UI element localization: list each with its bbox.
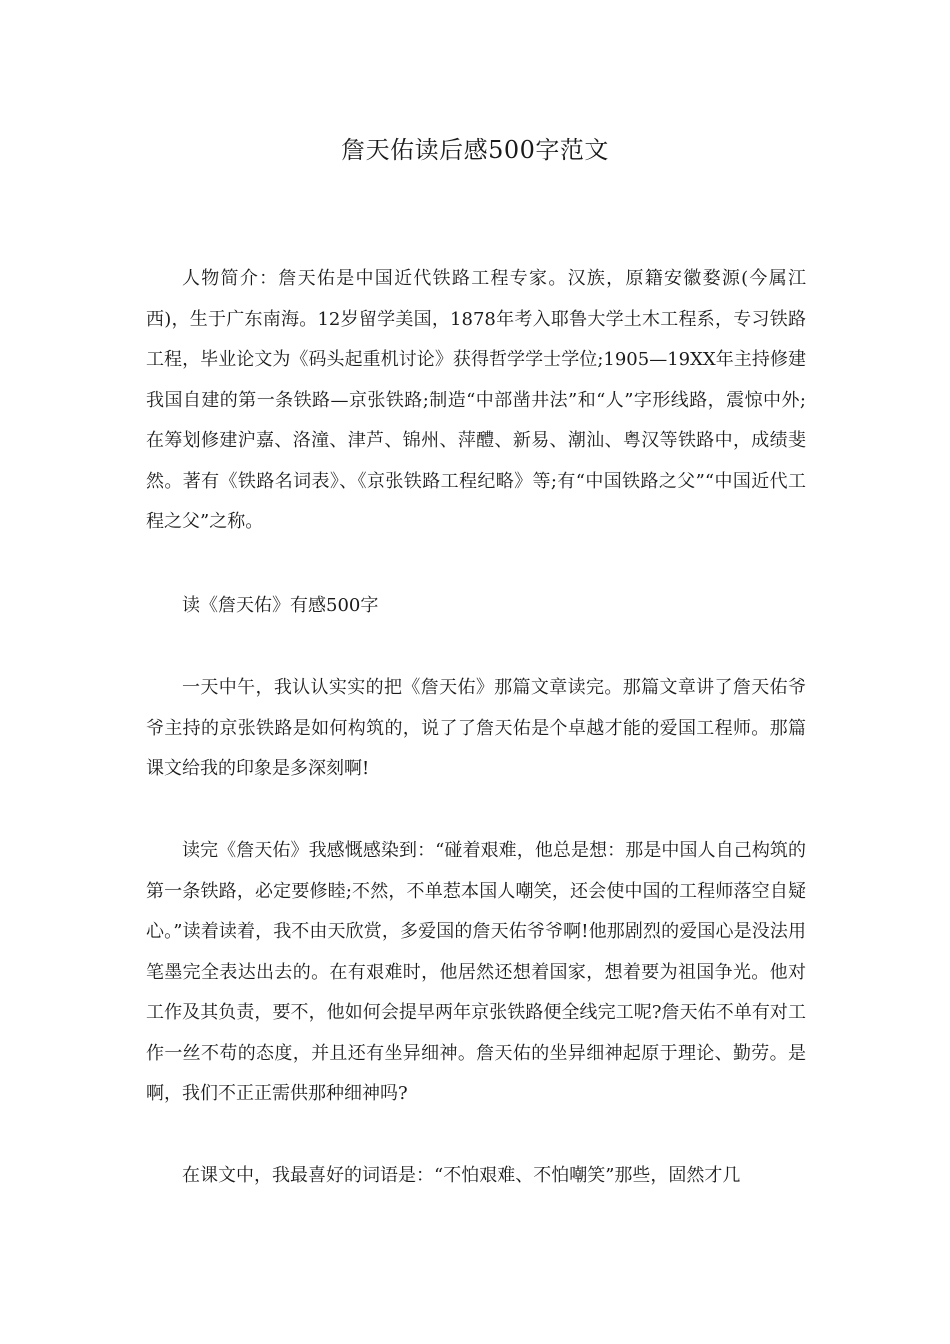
document-title: 詹天佑读后感500字范文 bbox=[341, 136, 609, 164]
paragraph-reflection: 读完《詹天佑》我感慨感染到：“碰着艰难，他总是想：那是中国人自己构筑的第一条铁路，必定要修睦;不然，不单惹本国人嘲笑，还会使中国的工程师落空自疑心。”读着读着，我不由天欣赏，多爱国的詹天佑爷爷啊!他那剧烈的爱国心是没法用笔墨完全表达出去的。在有艰难时，他居然还想着国家，想着要为祖国争光。他对工作及其负责，要不，他如何会提早两年京张铁路便全线完工呢?詹天佑不单有对工作一丝不苟的态度，并且还有坐异细神。詹天佑的坐异细神起原于理论、勤劳。是啊，我们不正正需供那种细神吗? bbox=[146, 840, 806, 1104]
paragraph-intro: 一天中午，我认认实实的把《詹天佑》那篇文章读完。那篇文章讲了詹天佑爷爷主持的京张铁路是如何构筑的，说了了詹天佑是个卓越才能的爱国工程师。那篇课文给我的印象是多深刻啊! bbox=[146, 677, 806, 779]
section-heading: 读《詹天佑》有感500字 bbox=[182, 595, 379, 616]
paragraph-favorite-words: 在课文中，我最喜好的词语是：“不怕艰难、不怕嘲笑”那些，固然才几 bbox=[182, 1165, 741, 1186]
paragraph-biography: 人物简介：詹天佑是中国近代铁路工程专家。汉族，原籍安徽婺源(今属江西)，生于广东南海。12岁留学美国，1878年考入耶鲁大学土木工程系，专习铁路工程，毕业论文为《码头起重机讨论》获得哲学学士学位;1905—19XX年主持修建我国自建的第一条铁路—京张铁路;制造“中部凿井法”和“人”字形线路，震惊中外;在筹划修建沪嘉、洛潼、津芦、锦州、萍醴、新易、潮汕、粤汉等铁路中，成绩斐然。著有《铁路名词表》、《京张铁路工程纪略》等;有“中国铁路之父”“中国近代工程之父”之称。 bbox=[146, 268, 806, 532]
